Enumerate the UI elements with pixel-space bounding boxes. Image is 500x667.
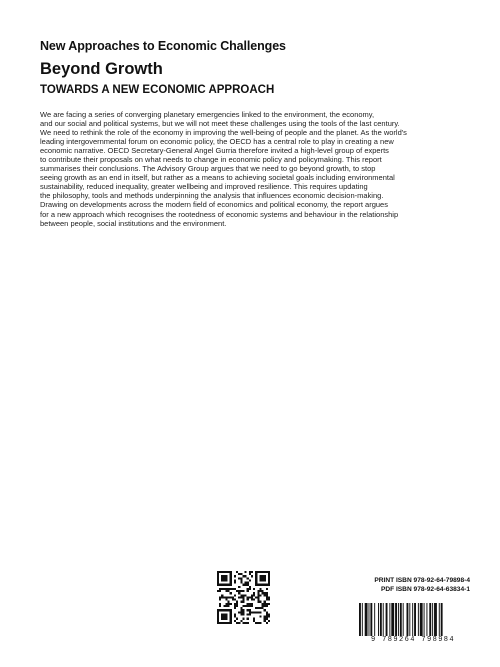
description-line: between people, social institutions and the environment. <box>40 218 227 228</box>
barcode-number: 9 789264 798984 <box>355 636 471 644</box>
book-title: Beyond Growth <box>40 60 163 78</box>
book-subtitle: TOWARDS A NEW ECONOMIC APPROACH <box>40 84 275 96</box>
pdf-isbn: PDF ISBN 978-92-64-63834-1 <box>380 585 470 593</box>
description-line: economic narrative. OECD Secretary-General Angel Gurria therefore invited a high-level group of experts <box>40 146 389 156</box>
description-line: summarises their conclusions. The Advisory Group argues that we need to go beyond growth, to stop <box>40 164 376 174</box>
description-line: and our social and political systems, but we will not meet these challenges using the tools of the last century. <box>40 119 400 129</box>
description-line: to contribute their proposals on what needs to change in economic policy and policymaking. This report <box>40 155 382 165</box>
description-line: leading intergovernmental forum on economic policy, the OECD has a central role to play in creating a new <box>40 137 394 147</box>
qr-code <box>217 571 270 624</box>
series-title: New Approaches to Economic Challenges <box>40 39 286 53</box>
isbn-block <box>374 577 470 594</box>
print-isbn: PRINT ISBN 978-92-64-79898-4 <box>374 577 470 584</box>
description-text <box>40 110 472 228</box>
description-line: seeing growth as an end in itself, but rather as a means to achieving societal goals including environmental <box>40 173 395 183</box>
description-line: Drawing on developments across the modern field of economics and political economy, the report argues <box>40 200 388 210</box>
description-line: We need to rethink the role of the economy in improving the well-being of people and the planet. As the world's <box>40 128 407 138</box>
description-line: the philosophy, tools and methods underpinning the analysis that influences economic decision-making. <box>40 191 384 201</box>
description-line: We are facing a series of converging planetary emergencies linked to the environment, the economy, <box>40 110 375 119</box>
description-line: for a new approach which recognises the rootedness of economic systems and behaviour in the relationship <box>40 209 399 219</box>
description-line: sustainability, reduced inequality, greater wellbeing and improved resilience. This requires updating <box>40 182 368 192</box>
